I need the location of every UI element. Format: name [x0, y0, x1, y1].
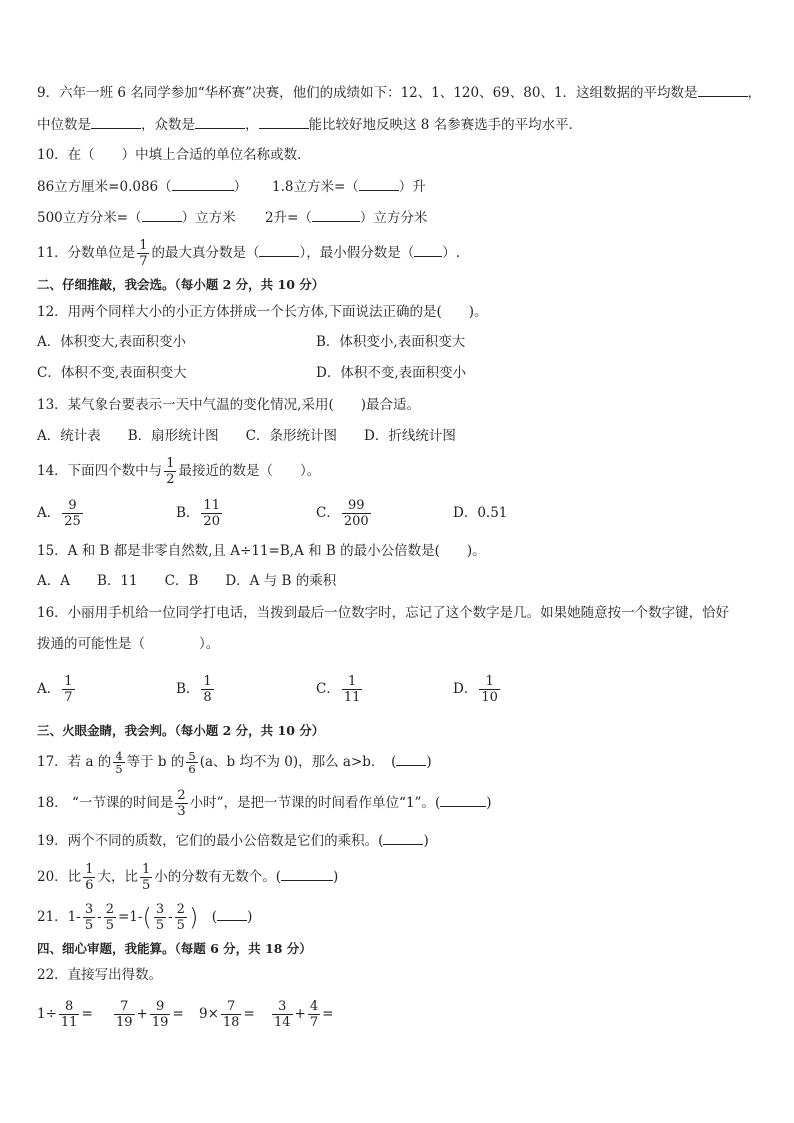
answer-blank[interactable]: [698, 82, 748, 97]
answer-blank[interactable]: [259, 242, 299, 257]
answer-blank[interactable]: [396, 751, 426, 766]
answer-blank[interactable]: [281, 866, 333, 881]
fraction: $\frac{5}{6}$: [188, 749, 196, 776]
answer-blank[interactable]: [359, 176, 399, 191]
fraction: $\frac{1}{8}$: [203, 674, 212, 705]
fraction: $\frac{9}{25}$: [64, 498, 81, 529]
option-a[interactable]: A．体积变大,表面积变小: [37, 334, 187, 350]
question-20: 20．比 $\frac{1}{6}$ 大，比 $\frac{1}{5}$ 小的分数有无数个。( ): [37, 862, 339, 893]
option-b[interactable]: B． $\frac{1}{8}$: [176, 674, 212, 705]
question-16-line2: 拨通的可能性是（ ）。: [37, 636, 220, 652]
answer-blank[interactable]: [142, 207, 182, 222]
question-9-line2: 中位数是 ，众数是 ， 能比较好地反映这 8 名参赛选手的平均水平．: [37, 114, 582, 135]
question-13-options[interactable]: A．统计表 B．扇形统计图 C．条形统计图 D．折线统计图: [37, 428, 456, 444]
fraction: $\frac{1}{11}$: [343, 674, 361, 705]
fraction: $\frac{99}{200}$: [343, 498, 369, 529]
fraction: $\frac{1}{7}$: [64, 674, 73, 705]
question-10-item-a: 86立方厘米=0.086（ ）: [37, 176, 247, 197]
question-10-item-c: 500立方分米=（ ）立方米: [37, 207, 236, 228]
fraction: $\frac{3}{5}$: [84, 902, 94, 933]
option-a[interactable]: A． $\frac{9}{25}$: [37, 498, 81, 529]
fraction: $\frac{3}{5}$: [155, 902, 165, 933]
answer-blank[interactable]: [440, 792, 486, 807]
fraction: $\frac{2}{5}$: [105, 902, 114, 933]
answer-blank[interactable]: [259, 114, 309, 129]
question-12-stem: 12．用两个同样大小的小正方体拼成一个长方体,下面说法正确的是( )。: [37, 304, 488, 320]
answer-blank[interactable]: [172, 176, 234, 191]
answer-blank[interactable]: [195, 114, 245, 129]
answer-blank[interactable]: [91, 114, 141, 129]
fraction: $\frac{2}{5}$: [176, 902, 185, 933]
fraction: $\frac{3}{14}$: [274, 999, 291, 1030]
fraction: $\frac{7}{18}$: [222, 999, 240, 1030]
option-c[interactable]: C．体积不变,表面积变大: [37, 365, 187, 381]
section-3-heading: 三、火眼金睛，我会判。（每小题 2 分，共 10 分）: [37, 723, 325, 738]
option-c[interactable]: C． $\frac{1}{11}$: [316, 674, 361, 705]
fraction: $\frac{11}{20}$: [203, 498, 220, 529]
answer-blank[interactable]: [217, 906, 247, 921]
answer-blank[interactable]: [414, 242, 442, 257]
fraction: $\frac{4}{7}$: [309, 999, 319, 1030]
option-b[interactable]: B．体积变小,表面积变大: [316, 334, 466, 350]
fraction: $\frac{8}{11}$: [60, 999, 78, 1030]
fraction: $\frac{1}{7}$: [139, 238, 148, 269]
expression-4: $\frac{3}{14}$ + $\frac{4}{7}$ =: [274, 999, 334, 1030]
question-14-stem: 14．下面四个数中与 $\frac{1}{2}$ 最接近的数是（ ）。: [37, 456, 321, 487]
option-d[interactable]: D． $\frac{1}{10}$: [453, 674, 498, 705]
section-2-heading: 二、仔细推敲，我会选。（每小题 2 分，共 10 分）: [37, 277, 325, 292]
question-10-item-d: 2升=（ ）立方分米: [265, 207, 427, 228]
fraction: $\frac{4}{5}$: [115, 749, 123, 776]
question-15-stem: 15．A 和 B 都是非零自然数,且 A÷11=B,A 和 B 的最小公倍数是( )。: [37, 543, 486, 559]
fraction: $\frac{7}{19}$: [116, 999, 133, 1030]
question-15-options[interactable]: A．A B．11 C．B D．A 与 B 的乘积: [37, 573, 337, 589]
option-a[interactable]: A． $\frac{1}{7}$: [37, 674, 73, 705]
fraction: $\frac{1}{6}$: [85, 862, 94, 893]
fraction: $\frac{1}{2}$: [166, 456, 175, 487]
question-16-line1: 16．小丽用手机给一位同学打电话，当拨到最后一位数字时，忘记了这个数字是几。如果她随意按一个数字键，恰好: [37, 605, 730, 621]
answer-blank[interactable]: [383, 830, 423, 845]
question-19: 19．两个不同的质数，它们的最小公倍数是它们的乘积。( ): [37, 830, 429, 851]
option-d[interactable]: D．0.51: [453, 505, 508, 521]
fraction: $\frac{1}{10}$: [481, 674, 498, 705]
question-21: 21．1- $\frac{3}{5}$ - $\frac{2}{5}$ =1-( $\frac{3}{5}$ - $\frac{2}{5}$ ) ( ): [37, 902, 253, 933]
expression-2: $\frac{7}{19}$ + $\frac{9}{19}$ =: [116, 999, 184, 1030]
question-10-item-b: 1.8立方米=（ ）升: [272, 176, 426, 197]
question-17: 17．若 a 的 $\frac{4}{5}$ 等于 b 的 $\frac{5}{6}$ (a、b 均不为 0)，那么 a>b． ( ): [37, 749, 432, 776]
question-11: 11．分数单位是 $\frac{1}{7}$ 的最大真分数是（ ），最小假分数是（ ）.: [37, 238, 461, 269]
question-10-stem: 10．在（ ）中填上合适的单位名称或数．: [37, 147, 311, 163]
option-b[interactable]: B． $\frac{11}{20}$: [176, 498, 220, 529]
expression-1: 1÷ $\frac{8}{11}$ =: [37, 999, 93, 1030]
right-paren-glyph: ): [188, 903, 199, 932]
section-4-heading: 四、细心审题，我能算。（每题 6 分，共 18 分）: [37, 941, 312, 956]
answer-blank[interactable]: [312, 207, 360, 222]
fraction: $\frac{1}{5}$: [141, 862, 151, 893]
question-18: 18． “一节课的时间是 $\frac{2}{3}$ 小时”，是把一节课的时间看作单位“1”。( ): [37, 788, 492, 819]
question-22-stem: 22．直接写出得数。: [37, 967, 163, 983]
option-c[interactable]: C． $\frac{99}{200}$: [316, 498, 369, 529]
question-13-stem: 13．某气象台要表示一天中气温的变化情况,采用( )最合适。: [37, 397, 421, 413]
question-9-line1: 9．六年一班 6 名同学参加“华杯赛”决赛，他们的成绩如下：12、1、120、69、80、1．这组数据的平均数是 ，: [37, 82, 761, 103]
option-d[interactable]: D．体积不变,表面积变小: [316, 365, 467, 381]
fraction: $\frac{9}{19}$: [151, 999, 169, 1030]
expression-3: 9× $\frac{7}{18}$ =: [199, 999, 255, 1030]
fraction: $\frac{2}{3}$: [177, 788, 186, 819]
left-paren-glyph: (: [142, 903, 152, 932]
